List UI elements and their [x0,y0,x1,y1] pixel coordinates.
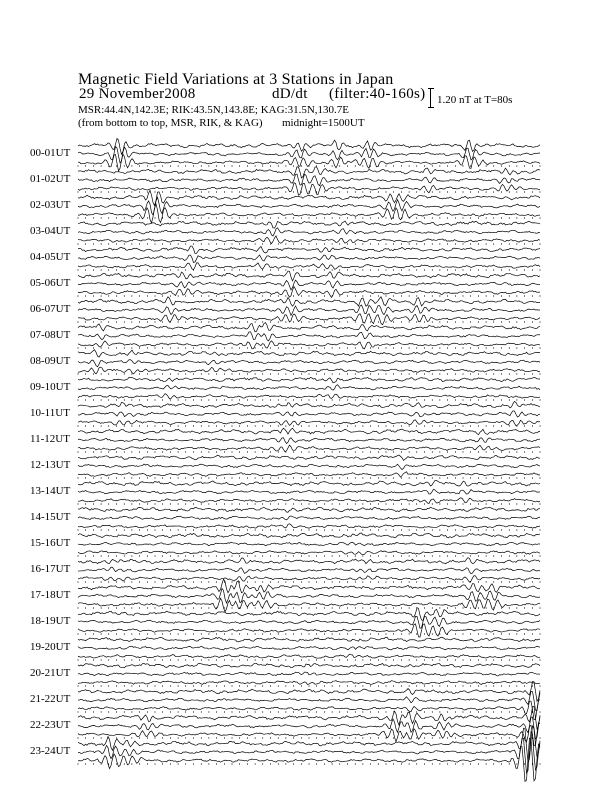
trace-msr [78,524,540,528]
trace-msr [78,551,540,555]
minute-ticks [78,399,540,401]
trace-rik [78,197,540,215]
minute-ticks [78,321,540,323]
trace-kag [78,139,540,155]
trace-rik [78,438,540,444]
trace-msr [78,624,540,637]
trace-msr [78,445,540,452]
trace-rik [78,332,540,341]
filter-label: (filter:40-160s) [329,86,426,102]
minute-ticks [78,295,540,297]
minute-ticks [78,477,540,479]
row-label: 06-07UT [30,303,71,315]
trace-rik [78,174,540,186]
trace-msr [78,154,540,171]
trace-msr [78,681,540,685]
trace-rik [78,692,540,711]
trace-kag [78,637,540,642]
trace-rik [78,516,540,520]
minute-ticks [78,503,540,505]
row-label: 20-21UT [30,667,71,679]
trace-msr [78,700,540,720]
midnight-note: midnight=1500UT [282,117,365,129]
row-label: 13-14UT [30,485,71,497]
row-label: 07-08UT [30,329,71,341]
row-label: 03-04UT [30,225,71,237]
trace-kag [78,558,540,564]
row-label: 15-16UT [30,537,71,549]
row-label: 00-01UT [30,147,71,159]
trace-kag [78,533,540,538]
minute-ticks [78,607,540,609]
trace-msr [78,394,540,399]
trace-rik [78,228,540,236]
row-label: 14-15UT [30,511,71,523]
trace-kag [78,221,540,228]
minute-ticks [78,243,540,245]
trace-msr [78,420,540,426]
row-label: 16-17UT [30,563,71,575]
trace-rik [78,360,540,367]
trace-msr [78,654,540,658]
row-label: 05-06UT [30,277,71,289]
minute-ticks [78,555,540,557]
trace-msr [78,498,540,504]
trace-rik [78,489,540,494]
trace-msr [78,738,540,781]
trace-rik [78,280,540,290]
row-label: 22-23UT [30,719,71,731]
trace-kag [78,663,540,668]
station-order-note: (from bottom to top, MSR, RIK, & KAG) [78,117,263,129]
minute-ticks [78,425,540,427]
row-label: 04-05UT [30,251,71,263]
trace-rik [78,672,540,676]
trace-rik [78,305,540,315]
trace-kag [78,350,540,357]
row-label: 02-03UT [30,199,71,211]
trace-kag [78,707,540,729]
scale-label: 1.20 nT at T=80s [437,94,513,106]
minute-ticks [78,711,540,713]
trace-kag [78,480,540,486]
row-label: 23-24UT [30,745,71,757]
row-label: 10-11UT [30,407,70,419]
trace-rik [78,146,540,162]
station-coordinates: MSR:44.4N,142.3E; RIK:43.5N,143.8E; KAG:31.5N,130.7E [78,104,350,116]
minute-ticks [78,659,540,661]
row-label: 18-19UT [30,615,71,627]
trace-kag [78,246,540,253]
row-label: 11-12UT [30,433,70,445]
minute-ticks [78,451,540,453]
minute-ticks [78,633,540,635]
trace-msr [78,472,540,477]
trace-kag [78,507,540,512]
trace-msr [78,367,540,374]
row-label: 12-13UT [30,459,71,471]
row-label: 01-02UT [30,173,71,185]
trace-kag [78,297,540,306]
minute-ticks [78,373,540,375]
trace-kag [78,725,540,762]
trace-kag [78,455,540,460]
trace-rik [78,255,540,263]
trace-kag [78,428,540,434]
trace-kag [78,377,540,382]
minute-ticks [78,763,540,765]
trace-rik [78,542,540,546]
trace-rik [78,646,540,650]
trace-msr [78,204,540,223]
trace-rik [78,616,540,628]
trace-msr [78,263,540,270]
minute-ticks [78,529,540,531]
trace-msr [78,183,540,195]
row-label: 09-10UT [30,381,71,393]
trace-msr [78,598,540,612]
trace-rik [78,588,540,603]
trace-rik [78,411,540,417]
quantity-label: dD/dt [272,86,308,102]
minute-ticks [78,217,540,219]
trace-kag [78,608,540,621]
chart-date: 29 November2008 [79,86,196,102]
minute-ticks [78,191,540,193]
trace-msr [78,314,540,325]
minute-ticks [78,685,540,687]
trace-rik [78,567,540,574]
minute-ticks [78,581,540,583]
trace-kag [78,323,540,332]
minute-ticks [78,347,540,349]
trace-kag [78,682,540,702]
trace-msr [78,236,540,244]
row-label: 17-18UT [30,589,71,601]
row-label: 19-20UT [30,641,71,653]
row-label: 08-09UT [30,355,71,367]
trace-kag [78,401,540,408]
minute-ticks [78,269,540,271]
minute-ticks [78,165,540,167]
minute-ticks [78,737,540,739]
row-label: 21-22UT [30,693,71,705]
trace-kag [78,271,540,281]
trace-rik [78,385,540,390]
chart-title: Magnetic Field Variations at 3 Stations in Japan [78,71,394,88]
trace-rik [78,464,540,469]
